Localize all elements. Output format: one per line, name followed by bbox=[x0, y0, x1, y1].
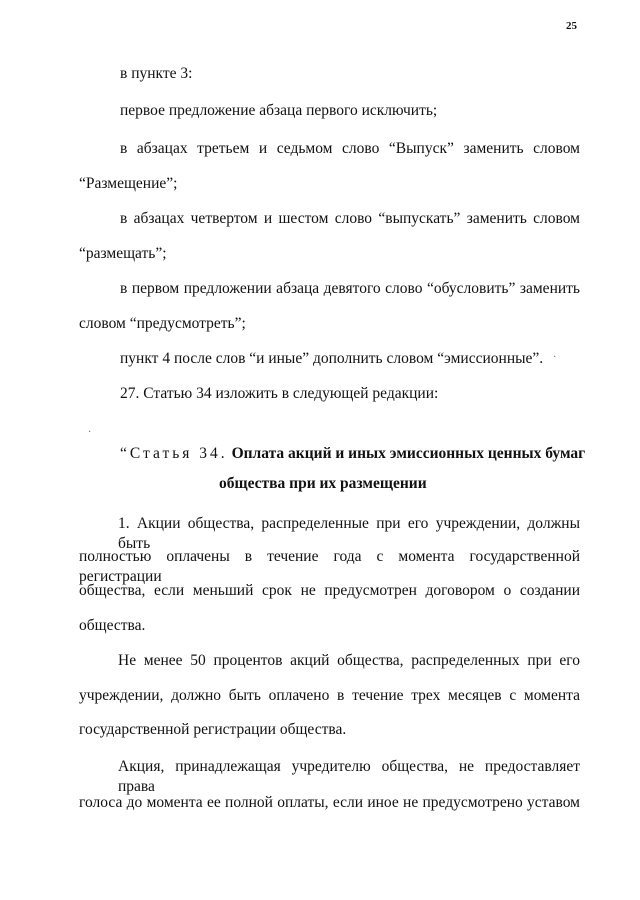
paragraph-line: учреждении, должно быть оплачено в течение трех месяцев с момента bbox=[79, 687, 580, 704]
paragraph-line: Не менее 50 процентов акций общества, распределенных при его bbox=[118, 652, 580, 669]
article-prefix: “Статья 34. bbox=[120, 445, 228, 462]
paragraph-line: общества, если меньший срок не предусмотрен договором о создании bbox=[79, 582, 580, 599]
text-line: в абзацах четвертом и шестом слово “выпускать” заменить словом bbox=[120, 210, 580, 227]
paragraph-line: голоса до момента ее полной оплаты, если иное не предусмотрено уставом bbox=[79, 794, 580, 811]
text-line: “Размещение”; bbox=[79, 175, 178, 192]
article-title: Оплата акций и иных эмиссионных ценных бумаг bbox=[231, 445, 586, 462]
text-line: “размещать”; bbox=[79, 245, 167, 262]
article-title-line1 bbox=[120, 444, 585, 464]
page-number: 25 bbox=[566, 20, 577, 32]
scan-speck: · bbox=[88, 427, 92, 438]
text-line: в пункте 3: bbox=[120, 65, 193, 82]
article-title-line2: общества при их размещении bbox=[219, 475, 427, 492]
paragraph-line: 1. Акции общества, распределенные при его учреждении, должны быть bbox=[118, 515, 580, 552]
paragraph-line: Акция, принадлежащая учредителю общества, не предоставляет права bbox=[118, 758, 580, 795]
text-line: в первом предложении абзаца девятого слово “обусловить” заменить bbox=[120, 280, 580, 297]
paragraph-line: полностью оплачены в течение года с момента государственной регистрации bbox=[79, 548, 580, 585]
text-line: 27. Статью 34 изложить в следующей редакции: bbox=[120, 385, 439, 402]
text-line: в абзацах третьем и седьмом слово “Выпуск” заменить словом bbox=[120, 140, 580, 157]
text-line: пункт 4 после слов “и иные” дополнить словом “эмиссионные”. bbox=[120, 350, 544, 367]
paragraph-line: государственной регистрации общества. bbox=[79, 721, 347, 738]
text-line: словом “предусмотреть”; bbox=[79, 315, 246, 332]
text-line: первое предложение абзаца первого исключить; bbox=[120, 102, 438, 119]
paragraph-line: общества. bbox=[79, 617, 146, 634]
scan-speck: · bbox=[553, 352, 557, 363]
